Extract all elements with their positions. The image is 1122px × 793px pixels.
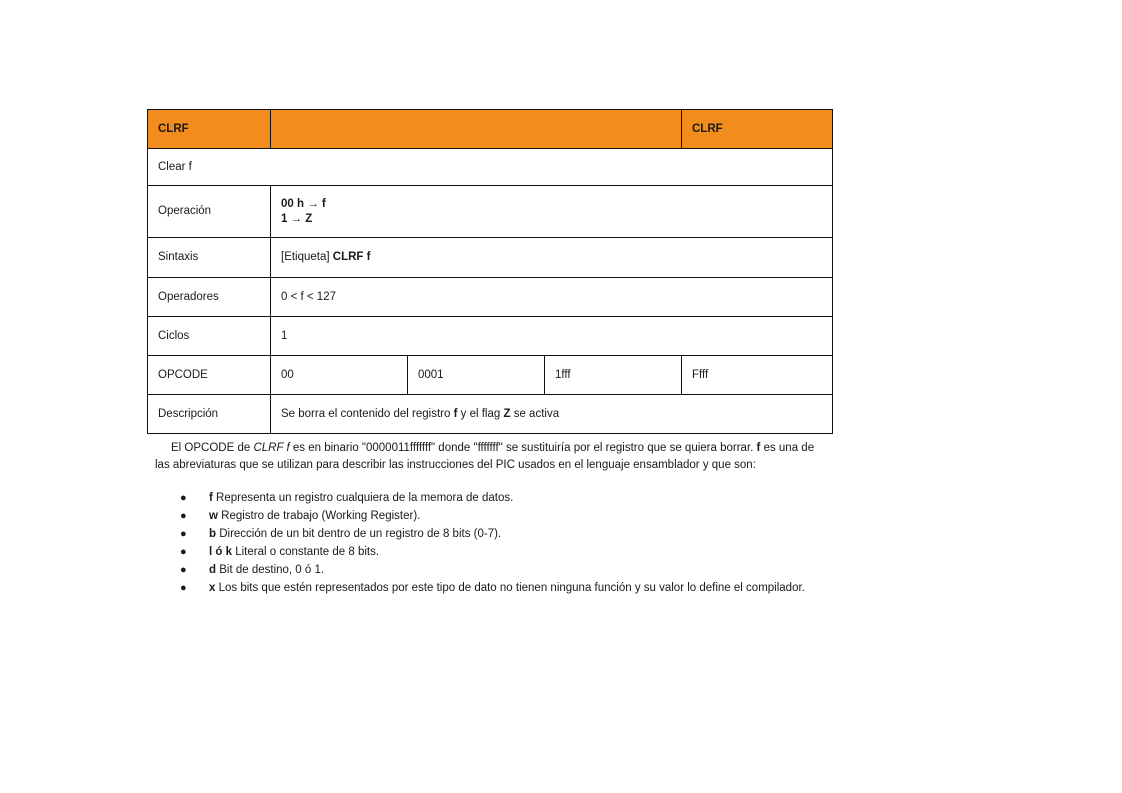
- opcode-paragraph: [155, 440, 827, 474]
- operacion-value: [271, 186, 833, 238]
- table-row: [148, 278, 833, 317]
- bullet-icon: ●: [180, 582, 187, 594]
- list-item: [180, 579, 810, 597]
- table-row: [148, 149, 833, 186]
- bullet-key: d: [209, 564, 217, 576]
- table-header-row: [148, 110, 833, 149]
- row-label-operacion: Operación: [148, 186, 271, 238]
- table-row: [148, 317, 833, 356]
- header-middle: [271, 110, 682, 149]
- bullet-key: w: [209, 510, 218, 522]
- list-item: [180, 525, 810, 543]
- bullet-text: Bit de destino, 0 ó 1.: [216, 564, 325, 576]
- bullet-key: l ó k: [209, 546, 233, 558]
- bullet-text: Literal o constante de 8 bits.: [232, 546, 380, 558]
- row-label-sintaxis: Sintaxis: [148, 238, 271, 278]
- table-row: [148, 356, 833, 395]
- bullet-icon: ●: [180, 528, 187, 540]
- row-label-descripcion: Descripción: [148, 395, 271, 434]
- list-item: [180, 543, 810, 561]
- operadores-value: 0 < f < 127: [271, 278, 833, 317]
- list-item: [180, 507, 810, 525]
- bullet-text: Registro de trabajo (Working Register).: [217, 510, 421, 522]
- opcode-cell-1: 00: [271, 356, 408, 395]
- paragraph-text-3: es una de las abreviaturas que se utilizan para describir las instrucciones del PIC usados en el lenguaje ensamblador y que son:: [155, 442, 815, 471]
- bullet-icon: ●: [180, 510, 187, 522]
- bullet-key: b: [209, 528, 217, 540]
- instruction-table: [147, 109, 833, 434]
- bullet-icon: ●: [180, 546, 187, 558]
- descripcion-text-3: se activa: [510, 407, 560, 420]
- sintaxis-value: [271, 238, 833, 278]
- descripcion-value: [271, 395, 833, 434]
- paragraph-f: f: [756, 442, 761, 454]
- sintaxis-prefix: [Etiqueta]: [281, 251, 333, 263]
- bullet-icon: ●: [180, 492, 187, 504]
- table-row: [148, 186, 833, 238]
- bullet-key: x: [209, 582, 216, 594]
- descripcion-text-2: y el flag: [457, 407, 504, 420]
- sintaxis-mnemonic: CLRF f: [332, 251, 371, 263]
- opcode-cell-3: 1fff: [545, 356, 682, 395]
- opcode-cell-2: 0001: [408, 356, 545, 395]
- opcode-cell-4: Ffff: [682, 356, 833, 395]
- operacion-line-2: 1 → Z: [281, 212, 313, 225]
- table-row: [148, 395, 833, 434]
- header-mnemonic-right: CLRF: [682, 110, 833, 149]
- paragraph-text-1: El OPCODE de: [171, 442, 254, 454]
- operacion-line-1: 00 h → f: [281, 197, 326, 210]
- ciclos-value: 1: [271, 317, 833, 356]
- row-label-operadores: Operadores: [148, 278, 271, 317]
- header-mnemonic: CLRF: [148, 110, 271, 149]
- row-label-ciclos: Ciclos: [148, 317, 271, 356]
- list-item: [180, 561, 810, 579]
- bullet-text: Los bits que estén representados por este tipo de dato no tienen ninguna función y su valor lo define el compilador.: [215, 582, 805, 594]
- abbreviation-list: [180, 489, 810, 597]
- bullet-key: f: [209, 492, 213, 504]
- bullet-icon: ●: [180, 564, 187, 576]
- descripcion-f: f: [453, 407, 458, 420]
- table-row: [148, 238, 833, 278]
- descripcion-z: Z: [503, 407, 511, 420]
- instruction-description-title: Clear f: [148, 149, 833, 186]
- bullet-text: Representa un registro cualquiera de la memora de datos.: [212, 492, 514, 504]
- paragraph-text-2: es en binario "0000011fffffff" donde "fffffff" se sustituiría por el registro que se quiera borrar.: [289, 442, 757, 454]
- descripcion-text-1: Se borra el contenido del registro: [281, 407, 454, 420]
- bullet-text: Dirección de un bit dentro de un registro de 8 bits (0-7).: [216, 528, 502, 540]
- list-item: [180, 489, 810, 507]
- paragraph-italic: CLRF f: [253, 442, 290, 454]
- row-label-opcode: OPCODE: [148, 356, 271, 395]
